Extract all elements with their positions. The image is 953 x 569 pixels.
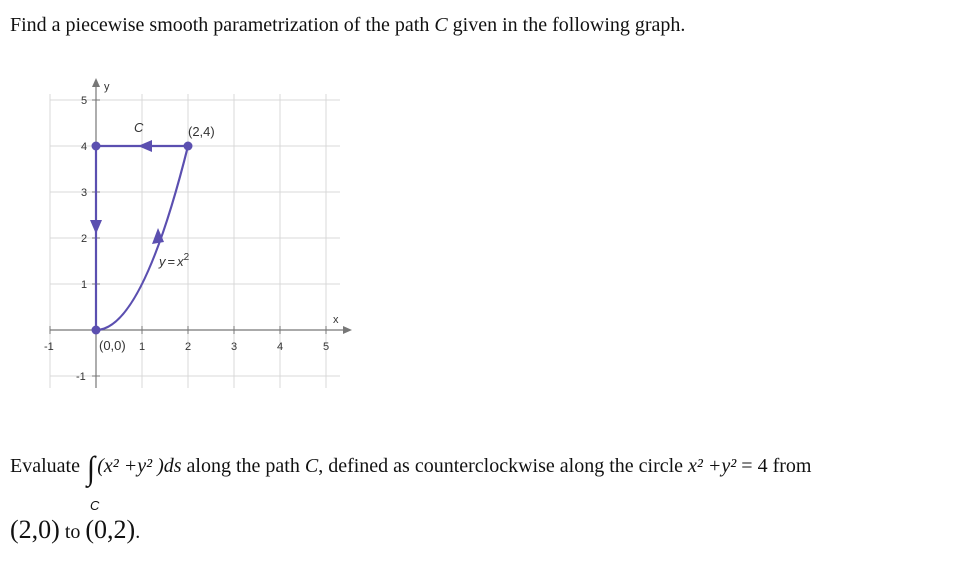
x-axis-arrow-icon: [343, 326, 352, 334]
start-point: (2,0): [10, 515, 60, 544]
period: .: [135, 521, 141, 543]
left-arrow-icon: [138, 140, 152, 152]
question-2-defined: , defined as counterclockwise along the circle: [318, 455, 689, 477]
y-tick-label: 5: [81, 95, 88, 107]
y-tick-label: 4: [81, 141, 88, 153]
y-axis-arrow-icon: [92, 78, 100, 87]
question-2-path-var: C: [304, 455, 319, 477]
question-3-text: [10, 515, 140, 545]
point-label-2-4: (2,4): [188, 124, 215, 139]
path-graph: [30, 70, 370, 400]
question-1-part-a: Find a piecewise smooth parametrization of the path: [10, 14, 435, 36]
integral-subscript: C: [90, 498, 100, 513]
parabola-label-eq: =: [167, 254, 176, 269]
question-2-middle: along the path: [181, 455, 305, 477]
integral-symbol: ∫: [86, 450, 96, 487]
x-axis-label: x: [333, 314, 339, 326]
x-tick-label: -1: [44, 341, 54, 353]
y-tick-label: 3: [81, 187, 88, 199]
x-tick-label: 3: [231, 341, 238, 353]
curve-label-c: C: [134, 120, 144, 135]
y-tick-label: -1: [76, 371, 86, 383]
evaluate-word: Evaluate: [10, 455, 80, 477]
parabola-label-exp: 2: [183, 252, 190, 263]
point-0-4: [92, 142, 101, 151]
question-1-text: [10, 14, 685, 37]
integrand: (x² +y² ): [97, 455, 164, 477]
point-label-origin: (0,0): [99, 338, 126, 353]
y-axis-label: y: [104, 81, 110, 93]
down-arrow-icon: [90, 220, 102, 234]
y-tick-label: 1: [81, 279, 88, 291]
point-origin: [92, 326, 101, 335]
parabola-label-y: y: [159, 254, 166, 269]
y-tick-label: 2: [81, 233, 88, 245]
ds-term: ds: [163, 455, 182, 477]
circle-equation: x² +y²: [688, 455, 742, 477]
x-tick-label: 2: [185, 341, 192, 353]
to-word: to: [59, 521, 86, 543]
end-point: (0,2): [85, 515, 136, 544]
question-2-text: [10, 452, 811, 486]
question-2-equals: = 4 from: [741, 455, 812, 477]
x-tick-label: 1: [139, 341, 146, 353]
question-1-part-b: given in the following graph.: [447, 14, 686, 36]
parabola-label-x: x: [177, 254, 184, 269]
x-tick-label: 5: [323, 341, 330, 353]
question-1-variable: C: [434, 14, 448, 36]
x-tick-label: 4: [277, 341, 284, 353]
point-2-4: [184, 142, 193, 151]
parabola-label: [158, 252, 190, 269]
